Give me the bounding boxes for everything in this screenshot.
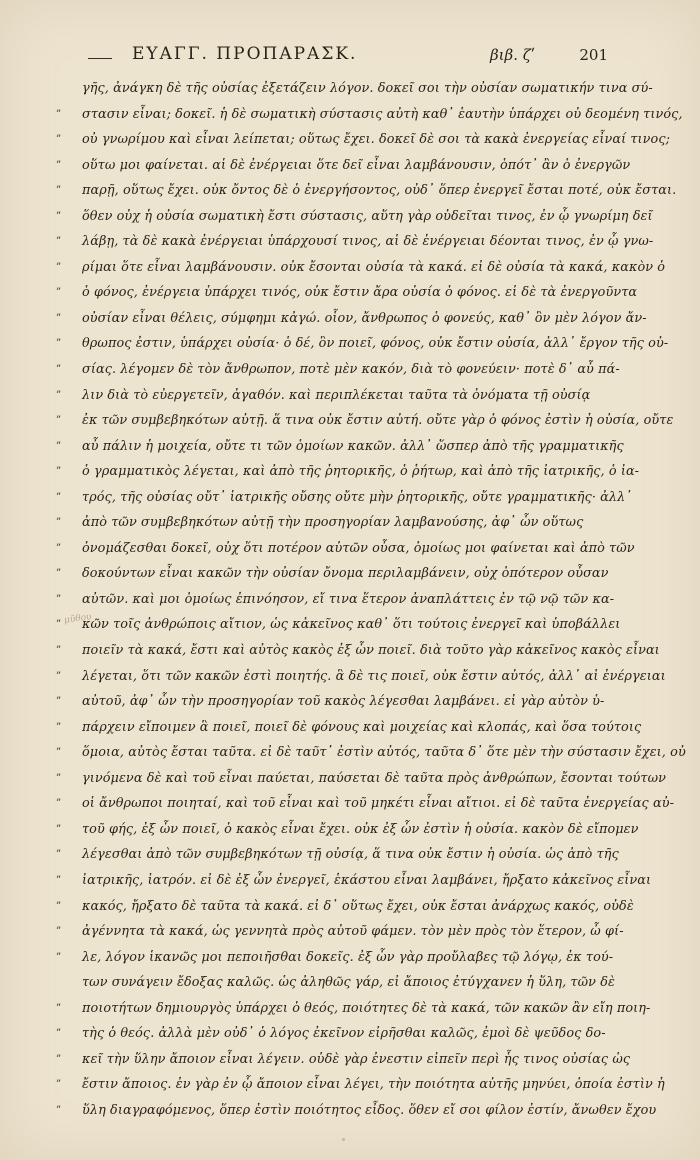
text-line xyxy=(56,612,621,638)
text-line xyxy=(56,919,624,945)
quotation-margin-mark: ” xyxy=(56,619,62,631)
line-text: τοῦ φής, ἐξ ὧν ποιεῖ, ὁ κακὸς εἶναι ἔχει. οὐκ ἐξ ὧν ἐστὶν ἡ οὐσία. κακὸν δὲ εἴπομεν xyxy=(82,821,639,837)
line-text: κεῖ τὴν ὕλην ἄποιον εἶναι λέγειν. οὐδὲ γὰρ ἐνεστιν εἰπεῖν περὶ ἧς τινος οὐσίας ὡς xyxy=(82,1051,631,1067)
text-line xyxy=(56,536,635,562)
line-text: ποιοτήτων δημιουργὸς ὑπάρχει ὁ θεός, ποιότητες δὲ τὰ κακά, τῶν κακῶν ἂν εἴη ποιη- xyxy=(82,1000,651,1016)
line-text: λάβῃ, τὰ δὲ κακὰ ἐνέργειαι ὑπάρχουσί τινος, αἱ δὲ ἐνέργειαι δέονται τινος, ἐν ᾧ γνω- xyxy=(82,234,654,250)
line-text: πάρχειν εἴποιμεν ἃ ποιεῖ, ποιεῖ δὲ φόνους καὶ μοιχείας καὶ κλοπάς, καὶ ὅσα τούτοις xyxy=(82,719,642,735)
line-text: ὅμοια, αὐτὸς ἔσται ταῦτα. εἰ δὲ ταῦτ᾽ ἐστὶν αὐτός, ταῦτα δ᾽ ὅτε μὲν τὴν σύστασιν ἔχει, οὐ xyxy=(82,745,686,761)
line-text: θρωπος ἐστιν, ὑπάρχει οὐσία· ὁ δέ, ὃν ποιεῖ, φόνος, οὐκ ἔστιν οὐσία, ἀλλ᾽ ἔργον τῆς οὐ- xyxy=(82,336,669,352)
quotation-margin-mark: ” xyxy=(56,1053,62,1065)
running-title: ΕΥΑΓΓ. ΠΡΟΠΑΡΑΣΚ. xyxy=(132,44,358,64)
text-line xyxy=(56,331,669,357)
line-text: στασιν εἶναι; δοκεῖ. ἡ δὲ σωματικὴ σύστασις αὐτὴ καθ᾽ ἑαυτὴν ὑπάρχει οὐ δεομένη τινός, xyxy=(82,106,683,122)
text-line xyxy=(56,229,654,255)
text-line xyxy=(56,306,647,332)
line-text: ὀνομάζεσθαι δοκεῖ, οὐχ ὅτι ποτέρον αὐτῶν οὖσα, ὁμοίως μοι φαίνεται καὶ ἀπὸ τῶν xyxy=(82,540,635,556)
line-text: αὐτοῦ, ἀφ᾽ ὧν τὴν προσηγορίαν τοῦ κακὸς λέγεσθαι λαμβάνει. εἰ γὰρ αὐτὸν ὑ- xyxy=(82,694,605,710)
line-text: ἀγέννητα τὰ κακά, ὡς γεννητὰ πρὸς αὐτοῦ φάμεν. τὸν μὲν πρὸς τὸν ἕτερον, ὦ φί- xyxy=(82,924,624,940)
text-line xyxy=(56,1098,657,1124)
quotation-margin-mark: ” xyxy=(56,236,62,248)
running-header xyxy=(88,44,608,70)
line-text: ἐκ τῶν συμβεβηκότων αὐτῇ. ἅ τινα οὐκ ἔστιν αὐτή. οὔτε γὰρ ὁ φόνος ἐστὶν ἡ οὐσία, οὔτε xyxy=(82,413,674,429)
line-text: ρίμαι ὅτε εἶναι λαμβάνουσιν. οὐκ ἔσονται οὐσία τὰ κακά. εἰ δὲ οὐσία τὰ κακά, κακὸν ὁ xyxy=(82,259,666,275)
line-text: ποιεῖν τὰ κακά, ἔστι καὶ αὐτὸς κακὸς ἐξ ὧν ποιεῖ. διὰ τοῦτο γὰρ κἀκεῖνος κακὸς εἶναι xyxy=(82,643,660,659)
line-text: οὐσίαν εἶναι θέλεις, σύμφημι κἀγώ. οἷον, ἄνθρωπος ὁ φονεύς, καθ᾽ ὃν μὲν λόγον ἄν- xyxy=(82,310,647,326)
book-reference: βιβ. ζʹ xyxy=(490,46,536,64)
quotation-margin-mark: ” xyxy=(56,466,62,478)
line-text: παρῇ, οὕτως ἔχει. οὐκ ὄντος δὲ ὁ ἐνεργήσοντος, οὐδ᾽ ὅπερ ἐνεργεῖ ἔσται ποτέ, οὐκ ἔσται. xyxy=(82,183,677,199)
line-text: οὐ γνωρίμου καὶ εἶναι λείπεται; οὕτως ἔχει. δοκεῖ δὲ σοι τὰ κακὰ ἐνεργείας εἶναί τινος; xyxy=(82,132,671,148)
text-line xyxy=(56,510,584,536)
line-text: κακός, ἤρξατο δὲ ταῦτα τὰ κακά. εἰ δ᾽ οὕτως ἔχει, οὐκ ἔσται ἀνάρχως κακός, οὐδὲ xyxy=(82,898,634,914)
text-line xyxy=(56,561,609,587)
text-line xyxy=(56,842,619,868)
main-text-block xyxy=(56,76,686,1123)
page-number: 201 xyxy=(579,46,608,64)
text-line xyxy=(56,127,671,153)
quotation-margin-mark: ” xyxy=(56,1079,62,1091)
quotation-margin-mark: ” xyxy=(56,440,62,452)
text-line xyxy=(56,791,675,817)
text-line xyxy=(56,970,615,996)
quotation-margin-mark: ” xyxy=(56,645,62,657)
line-text: τρός, τῆς οὐσίας οὔτ᾽ ἰατρικῆς οὔσης οὔτε μὴν ῥητορικῆς, οὔτε γραμματικῆς· ἀλλ᾽ xyxy=(82,489,632,505)
quotation-margin-mark: ” xyxy=(56,491,62,503)
quotation-margin-mark: ” xyxy=(56,159,62,171)
text-line xyxy=(56,76,653,102)
text-line xyxy=(56,996,651,1022)
quotation-margin-mark: ” xyxy=(56,696,62,708)
quotation-margin-mark: ” xyxy=(56,542,62,554)
line-text: ὅθεν οὐχ ἡ οὐσία σωματικὴ ἔστι σύστασις, αὕτη γὰρ οὐδεῖται τινος, ἐν ᾧ γνωρίμη δεῖ xyxy=(82,208,653,224)
text-line xyxy=(56,715,642,741)
quotation-margin-mark: ” xyxy=(56,287,62,299)
quotation-margin-mark: ” xyxy=(56,108,62,120)
quotation-margin-mark: ” xyxy=(56,338,62,350)
text-line xyxy=(56,740,686,766)
line-text: ὕλη διαγραφόμενος, ὅπερ ἐστὶν ποιότητος εἶδος. ὅθεν εἴ σοι φίλον ἐστίν, ἄνωθεν ἔχου xyxy=(82,1102,657,1118)
text-line xyxy=(56,1072,665,1098)
quotation-margin-mark: ” xyxy=(56,593,62,605)
text-line xyxy=(56,1047,631,1073)
text-line xyxy=(56,357,620,383)
line-text: λέγεσθαι ἀπὸ τῶν συμβεβηκότων τῇ οὐσίᾳ, ἅ τινα οὐκ ἔστιν ἡ οὐσία. ὡς ἀπὸ τῆς xyxy=(82,847,619,863)
line-text: τὴς ὁ θεός. ἀλλὰ μὲν οὐδ᾽ ὁ λόγος ἐκεῖνον εἰρῆσθαι καλῶς, ἐμοὶ δὲ ψεῦδος δο- xyxy=(82,1026,606,1042)
line-text: οἱ ἄνθρωποι ποιηταί, καὶ τοῦ εἶναι καὶ τοῦ μηκέτι εἶναι αἴτιοι. εἰ δὲ ταῦτα ἐνεργείας αὐ- xyxy=(82,796,675,812)
paper-speck xyxy=(342,1138,345,1141)
line-text: γινόμενα δὲ καὶ τοῦ εἶναι παύεται, παύσεται δὲ ταῦτα πρὸς ἀνθρώπων, ἔσονται τούτων xyxy=(82,770,667,786)
line-text: λιν διὰ τὸ εὐεργετεῖν, ἀγαθόν. καὶ περιπλέκεται ταῦτα τὰ ὀνόματα τῇ οὐσίᾳ xyxy=(82,387,591,403)
header-rule xyxy=(88,58,112,59)
quotation-margin-mark: ” xyxy=(56,721,62,733)
quotation-margin-mark: ” xyxy=(56,389,62,401)
faint-marginal-annotation: μῦθου xyxy=(63,612,93,626)
text-line xyxy=(56,868,652,894)
text-line xyxy=(56,587,615,613)
quotation-margin-mark: ” xyxy=(56,415,62,427)
text-line xyxy=(56,1021,606,1047)
quotation-margin-mark: ” xyxy=(56,210,62,222)
line-text: αὖ πάλιν ἡ μοιχεία, οὔτε τι τῶν ὁμοίων κακῶν. ἀλλ᾽ ὥσπερ ἀπὸ τῆς γραμματικῆς xyxy=(82,438,624,454)
line-text: ὁ γραμματικὸς λέγεται, καὶ ἀπὸ τῆς ῥητορικῆς, ὁ ῥήτωρ, καὶ ἀπὸ τῆς ἰατρικῆς, ὁ ἰα- xyxy=(82,464,640,480)
text-line xyxy=(56,664,666,690)
quotation-margin-mark: ” xyxy=(56,874,62,886)
quotation-margin-mark: ” xyxy=(56,772,62,784)
line-text: δοκούντων εἶναι κακῶν τὴν οὐσίαν ὄνομα περιλαμβάνειν, οὐχ ὁπότερον οὖσαν xyxy=(82,566,609,582)
line-text: των συνάγειν ἔδοξας καλῶς. ὡς ἀληθῶς γάρ, εἰ ἄποιος ἐτύγχανεν ἡ ὕλη, τῶν δὲ xyxy=(82,975,615,991)
quotation-margin-mark: ” xyxy=(56,926,62,938)
line-text: ἀπὸ τῶν συμβεβηκότων αὐτῇ τὴν προσηγορίαν λαμβανούσης, ἀφ᾽ ὧν οὕτως xyxy=(82,515,584,531)
quotation-margin-mark: ” xyxy=(56,1002,62,1014)
text-line xyxy=(56,434,624,460)
text-line xyxy=(56,894,634,920)
quotation-margin-mark: ” xyxy=(56,312,62,324)
text-line xyxy=(56,945,614,971)
line-text: αὐτῶν. καὶ μοι ὁμοίως ἐπινόησον, εἴ τινα ἕτερον ἀναπλάττεις ἐν τῷ νῷ τῶν κα- xyxy=(82,591,615,607)
text-line xyxy=(56,178,677,204)
text-line xyxy=(56,485,632,511)
line-text: οὕτω μοι φαίνεται. αἱ δὲ ἐνέργειαι ὅτε δεῖ εἶναι λαμβάνουσιν, ὁπότ᾽ ἂν ὁ ἐνεργῶν xyxy=(82,157,631,173)
quotation-margin-mark: ” xyxy=(56,261,62,273)
quotation-margin-mark: ” xyxy=(56,900,62,912)
text-line xyxy=(56,689,605,715)
quotation-margin-mark: ” xyxy=(56,951,62,963)
quotation-margin-mark: ” xyxy=(56,185,62,197)
quotation-margin-mark: ” xyxy=(56,568,62,580)
quotation-margin-mark: ” xyxy=(56,134,62,146)
line-text: ἰατρικῆς, ἰατρόν. εἰ δὲ ἐξ ὧν ἐνεργεῖ, ἑκάστου εἶναι λαμβάνει, ἤρξατο κἀκεῖνος εἶναι xyxy=(82,872,652,888)
quotation-margin-mark: ” xyxy=(56,1028,62,1040)
quotation-margin-mark: ” xyxy=(56,849,62,861)
text-line xyxy=(56,204,653,230)
quotation-margin-mark: ” xyxy=(56,670,62,682)
text-line xyxy=(56,766,667,792)
text-line xyxy=(56,459,640,485)
text-line xyxy=(56,408,674,434)
line-text: γῆς, ἀνάγκη δὲ τῆς οὐσίας ἐξετάζειν λόγον. δοκεῖ σοι τὴν οὐσίαν σωματικήν τινα σύ- xyxy=(82,81,653,96)
quotation-margin-mark: ” xyxy=(56,364,62,376)
line-text: κῶν τοῖς ἀνθρώποις αἴτιον, ὡς κἀκεῖνος καθ᾽ ὅτι τούτοις ἐνεργεῖ καὶ ὑποβάλλει xyxy=(82,617,621,633)
text-line xyxy=(56,383,591,409)
text-line xyxy=(56,153,631,179)
line-text: λε, λόγον ἱκανῶς μοι πεποιῆσθαι δοκεῖς. ἐξ ὧν γὰρ προὔλαβες τῷ λόγῳ, ἐκ τού- xyxy=(82,949,614,965)
line-text: λέγεται, ὅτι τῶν κακῶν ἐστὶ ποιητής. ἃ δὲ τις ποιεῖ, οὐκ ἔστιν αὐτός, ἀλλ᾽ αἱ ἐνέργειαι xyxy=(82,668,666,684)
quotation-margin-mark: ” xyxy=(56,1104,62,1116)
text-line xyxy=(56,280,638,306)
quotation-margin-mark: ” xyxy=(56,747,62,759)
line-text: ὁ φόνος, ἐνέργεια ὑπάρχει τινός, οὐκ ἔστιν ἄρα οὐσία ὁ φόνος. εἰ δὲ τὰ ἐνεργοῦντα xyxy=(82,285,638,301)
text-line xyxy=(56,817,639,843)
text-line xyxy=(56,638,660,664)
text-line xyxy=(56,102,683,128)
quotation-margin-mark: ” xyxy=(56,823,62,835)
quotation-margin-mark: ” xyxy=(56,517,62,529)
quotation-margin-mark: ” xyxy=(56,798,62,810)
line-text: σίας. λέγομεν δὲ τὸν ἄνθρωπον, ποτὲ μὲν κακόν, διὰ τὸ φονεύειν· ποτὲ δ᾽ αὖ πά- xyxy=(82,362,620,378)
text-line xyxy=(56,255,666,281)
line-text: ἔστιν ἄποιος. ἐν γὰρ ἐν ᾧ ἄποιον εἶναι λέγει, τὴν ποιότητα αὐτῆς μηνύει, ὁποία ἐστὶν ἡ xyxy=(82,1077,665,1093)
